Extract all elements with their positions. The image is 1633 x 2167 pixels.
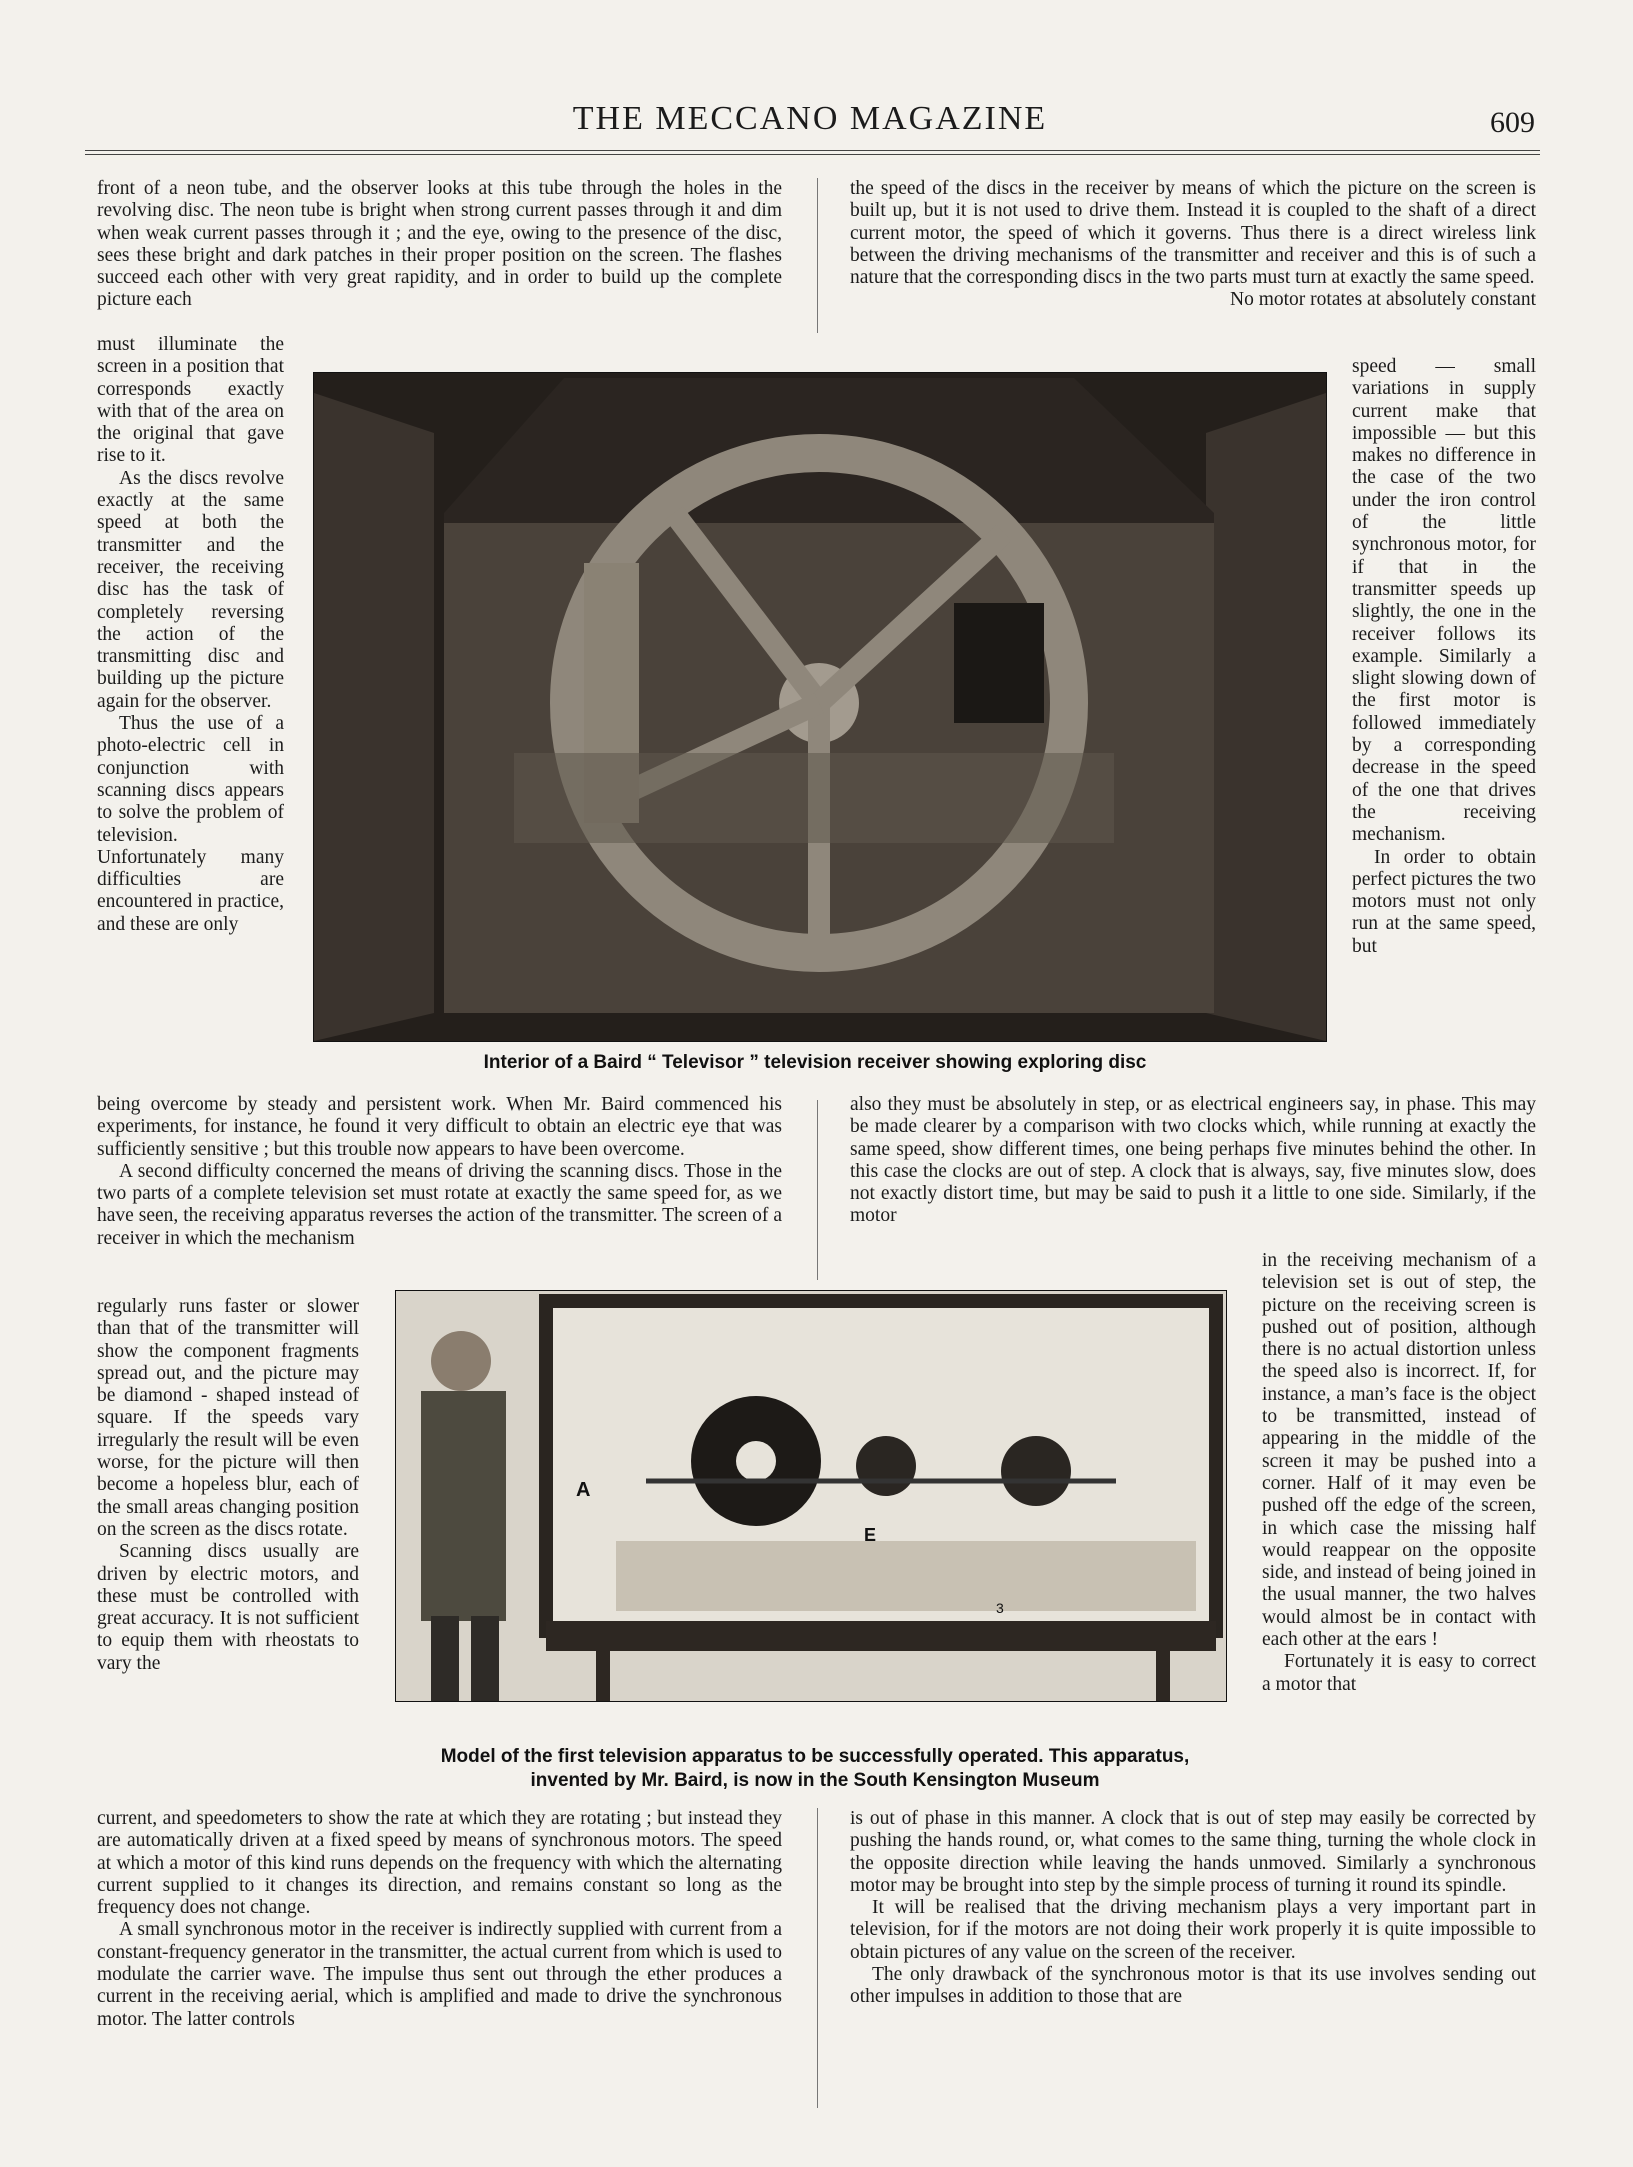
column-divider	[817, 178, 818, 333]
left-column-bottom	[97, 1808, 782, 2031]
right-column-top	[850, 178, 1536, 312]
first-apparatus-photo	[395, 1290, 1227, 1702]
left-column-middle	[97, 1094, 782, 1250]
column-divider	[817, 1808, 818, 2108]
right-column-middle	[850, 1094, 1536, 1228]
paragraph: the speed of the discs in the receiver by means of which the picture on the screen is built up, but it is not used to drive them. Instead it is coupled to the shaft of a direct current motor, the speed of which it governs. Thus there is a direct wireless link between the driving mechanisms of the transmitter and receiver and this is of such a nature that the corresponding discs in the two parts must turn at exactly the same speed.	[850, 178, 1536, 289]
right-column-bottom	[850, 1808, 1536, 2009]
paragraph: In order to obtain perfect pictures the two motors must not only run at the same speed, but	[1352, 846, 1536, 957]
right-column-narrow-upper	[1352, 356, 1536, 958]
left-column-narrow-lower	[97, 1296, 359, 1675]
paragraph: A small synchronous motor in the receiver is indirectly supplied with current from a constant-frequency generator in the transmitter, the actual current from which is used to modulate the carrier wave. The impulse thus sent out through the ether produces a current in the receiving aerial, which is amplified and made to drive the synchronous motor. The latter controls	[97, 1919, 782, 2030]
apparatus-caption-line2: invented by Mr. Baird, is now in the South Kensington Museum	[530, 1770, 1100, 1791]
apparatus-illustration	[396, 1291, 1226, 1701]
apparatus-caption-line1: Model of the first television apparatus to be successfully operated. This apparatus,	[440, 1746, 1190, 1767]
paragraph: Scanning discs usually are driven by electric motors, and these must be controlled with great accuracy. It is not sufficient to equip them with rheostats to vary the	[97, 1541, 359, 1674]
label-a: A	[576, 1479, 591, 1501]
magazine-title: THE MECCANO MAGAZINE	[572, 100, 1048, 137]
paragraph-start: No motor rotates at absolutely constant	[1230, 289, 1536, 311]
header-rule-secondary	[85, 154, 1540, 155]
paragraph: is out of phase in this manner. A clock that is out of step may easily be corrected by pushing the hands round, or, what comes to the same thing, turning the whole clock in the opposite direction while leaving the hands unmoved. Similarly a synchronous motor may be brought into step by the simple process of turning it round its spindle.	[850, 1808, 1536, 1896]
label-3: 3	[996, 1600, 1004, 1616]
page-number: 609	[1490, 106, 1535, 139]
paragraph: As the discs revolve exactly at the same speed at both the transmitter and the receiver, the receiving disc has the task of completely reversing the action of the transmitting disc and building up the picture again for the observer.	[97, 467, 284, 712]
paragraph: The only drawback of the synchronous motor is that its use involves sending out other impulses in addition to those that are	[850, 1964, 1536, 2008]
televisor-interior-photo	[313, 372, 1327, 1042]
paragraph: also they must be absolutely in step, or as electrical engineers say, in phase. This may be made clearer by a comparison with two clocks which, while running at exactly the same speed, show different times, one being perhaps five minutes behind the other. In this case the clocks are out of step. A clock that is always, say, five minutes slow, does not exactly distort time, but may be said to push it a little to one side. Similarly, if the motor	[850, 1094, 1536, 1227]
interior-photo-caption: Interior of a Baird “ Televisor ” television receiver showing exploring disc	[483, 1052, 1147, 1073]
left-column-narrow-upper	[97, 334, 284, 936]
televisor-illustration	[314, 373, 1326, 1041]
right-column-narrow-lower	[1262, 1250, 1536, 1696]
column-divider	[817, 1100, 818, 1280]
page-header	[85, 100, 1535, 148]
apparatus-photo-caption	[395, 1745, 1235, 1793]
header-rule	[85, 150, 1540, 151]
paragraph: in the receiving mechanism of a television set is out of step, the picture on the receiving screen is pushed out of position, although there is no actual distortion unless the speed also is incorrect. If, for instance, a man’s face is the object to be transmitted, instead of appearing in the middle of the screen it may be pushed into a corner. Half of it may even be pushed off the edge of the screen, in which case the missing half would reappear on the opposite side, and instead of being joined in the usual manner, the two halves would almost be in contact with each other at the ears !	[1262, 1250, 1536, 1651]
paragraph: current, and speedometers to show the rate at which they are rotating ; but instead they are automatically driven at a fixed speed by means of synchronous motors. The speed at which a motor of this kind runs depends on the frequency with which the alternating current supplied to it changes its direction, and remains constant so long as the frequency does not change.	[97, 1808, 782, 1919]
paragraph: It will be realised that the driving mechanism plays a very important part in television, for if the motors are not doing their work properly it is quite impossible to obtain pictures of any value on the screen of the receiver.	[850, 1897, 1536, 1963]
paragraph: A second difficulty concerned the means of driving the scanning discs. Those in the two parts of a complete television set must rotate at exactly the same speed for, as we have seen, the receiving apparatus reverses the action of the transmitter. The screen of a receiver in which the mechanism	[97, 1160, 782, 1249]
paragraph: Fortunately it is easy to correct a motor that	[1262, 1651, 1536, 1695]
paragraph: speed — small variations in supply current make that impossible — but this makes no difference in the case of the two under the iron control of the little synchronous motor, for if that in the transmitter speeds up slightly, the one in the receiver follows its example. Similarly a slight slowing down of the first motor is followed immediately by a corresponding decrease in the speed of the one that drives the receiving mechanism.	[1352, 356, 1536, 846]
label-e: E	[864, 1525, 877, 1545]
paragraph: Thus the use of a photo-electric cell in conjunction with scanning discs appears to solve the problem of television. Unfortunately many difficulties are encountered in practice, and these are only	[97, 713, 284, 935]
paragraph: must illuminate the screen in a position that corresponds exactly with that of the area on the original that gave rise to it.	[97, 334, 284, 467]
left-column-top	[97, 178, 782, 312]
paragraph: front of a neon tube, and the observer looks at this tube through the holes in the revolving disc. The neon tube is bright when strong current passes through it and dim when weak current passes through it ; and the eye, owing to the presence of the disc, sees these bright and dark patches in their proper position on the screen. The flashes succeed each other with very great rapidity, and in order to build up the complete picture each	[97, 178, 782, 311]
paragraph: regularly runs faster or slower than that of the transmitter will show the component fragments spread out, and the picture may be diamond - shaped instead of square. If the speeds vary irregularly the result will be even worse, for the picture will then become a hopeless blur, each of the small areas changing position on the screen as the discs rotate.	[97, 1296, 359, 1540]
paragraph: being overcome by steady and persistent work. When Mr. Baird commenced his experiments, for instance, he found it very difficult to obtain an electric eye that was sufficiently sensitive ; but this trouble now appears to have been overcome.	[97, 1094, 782, 1160]
